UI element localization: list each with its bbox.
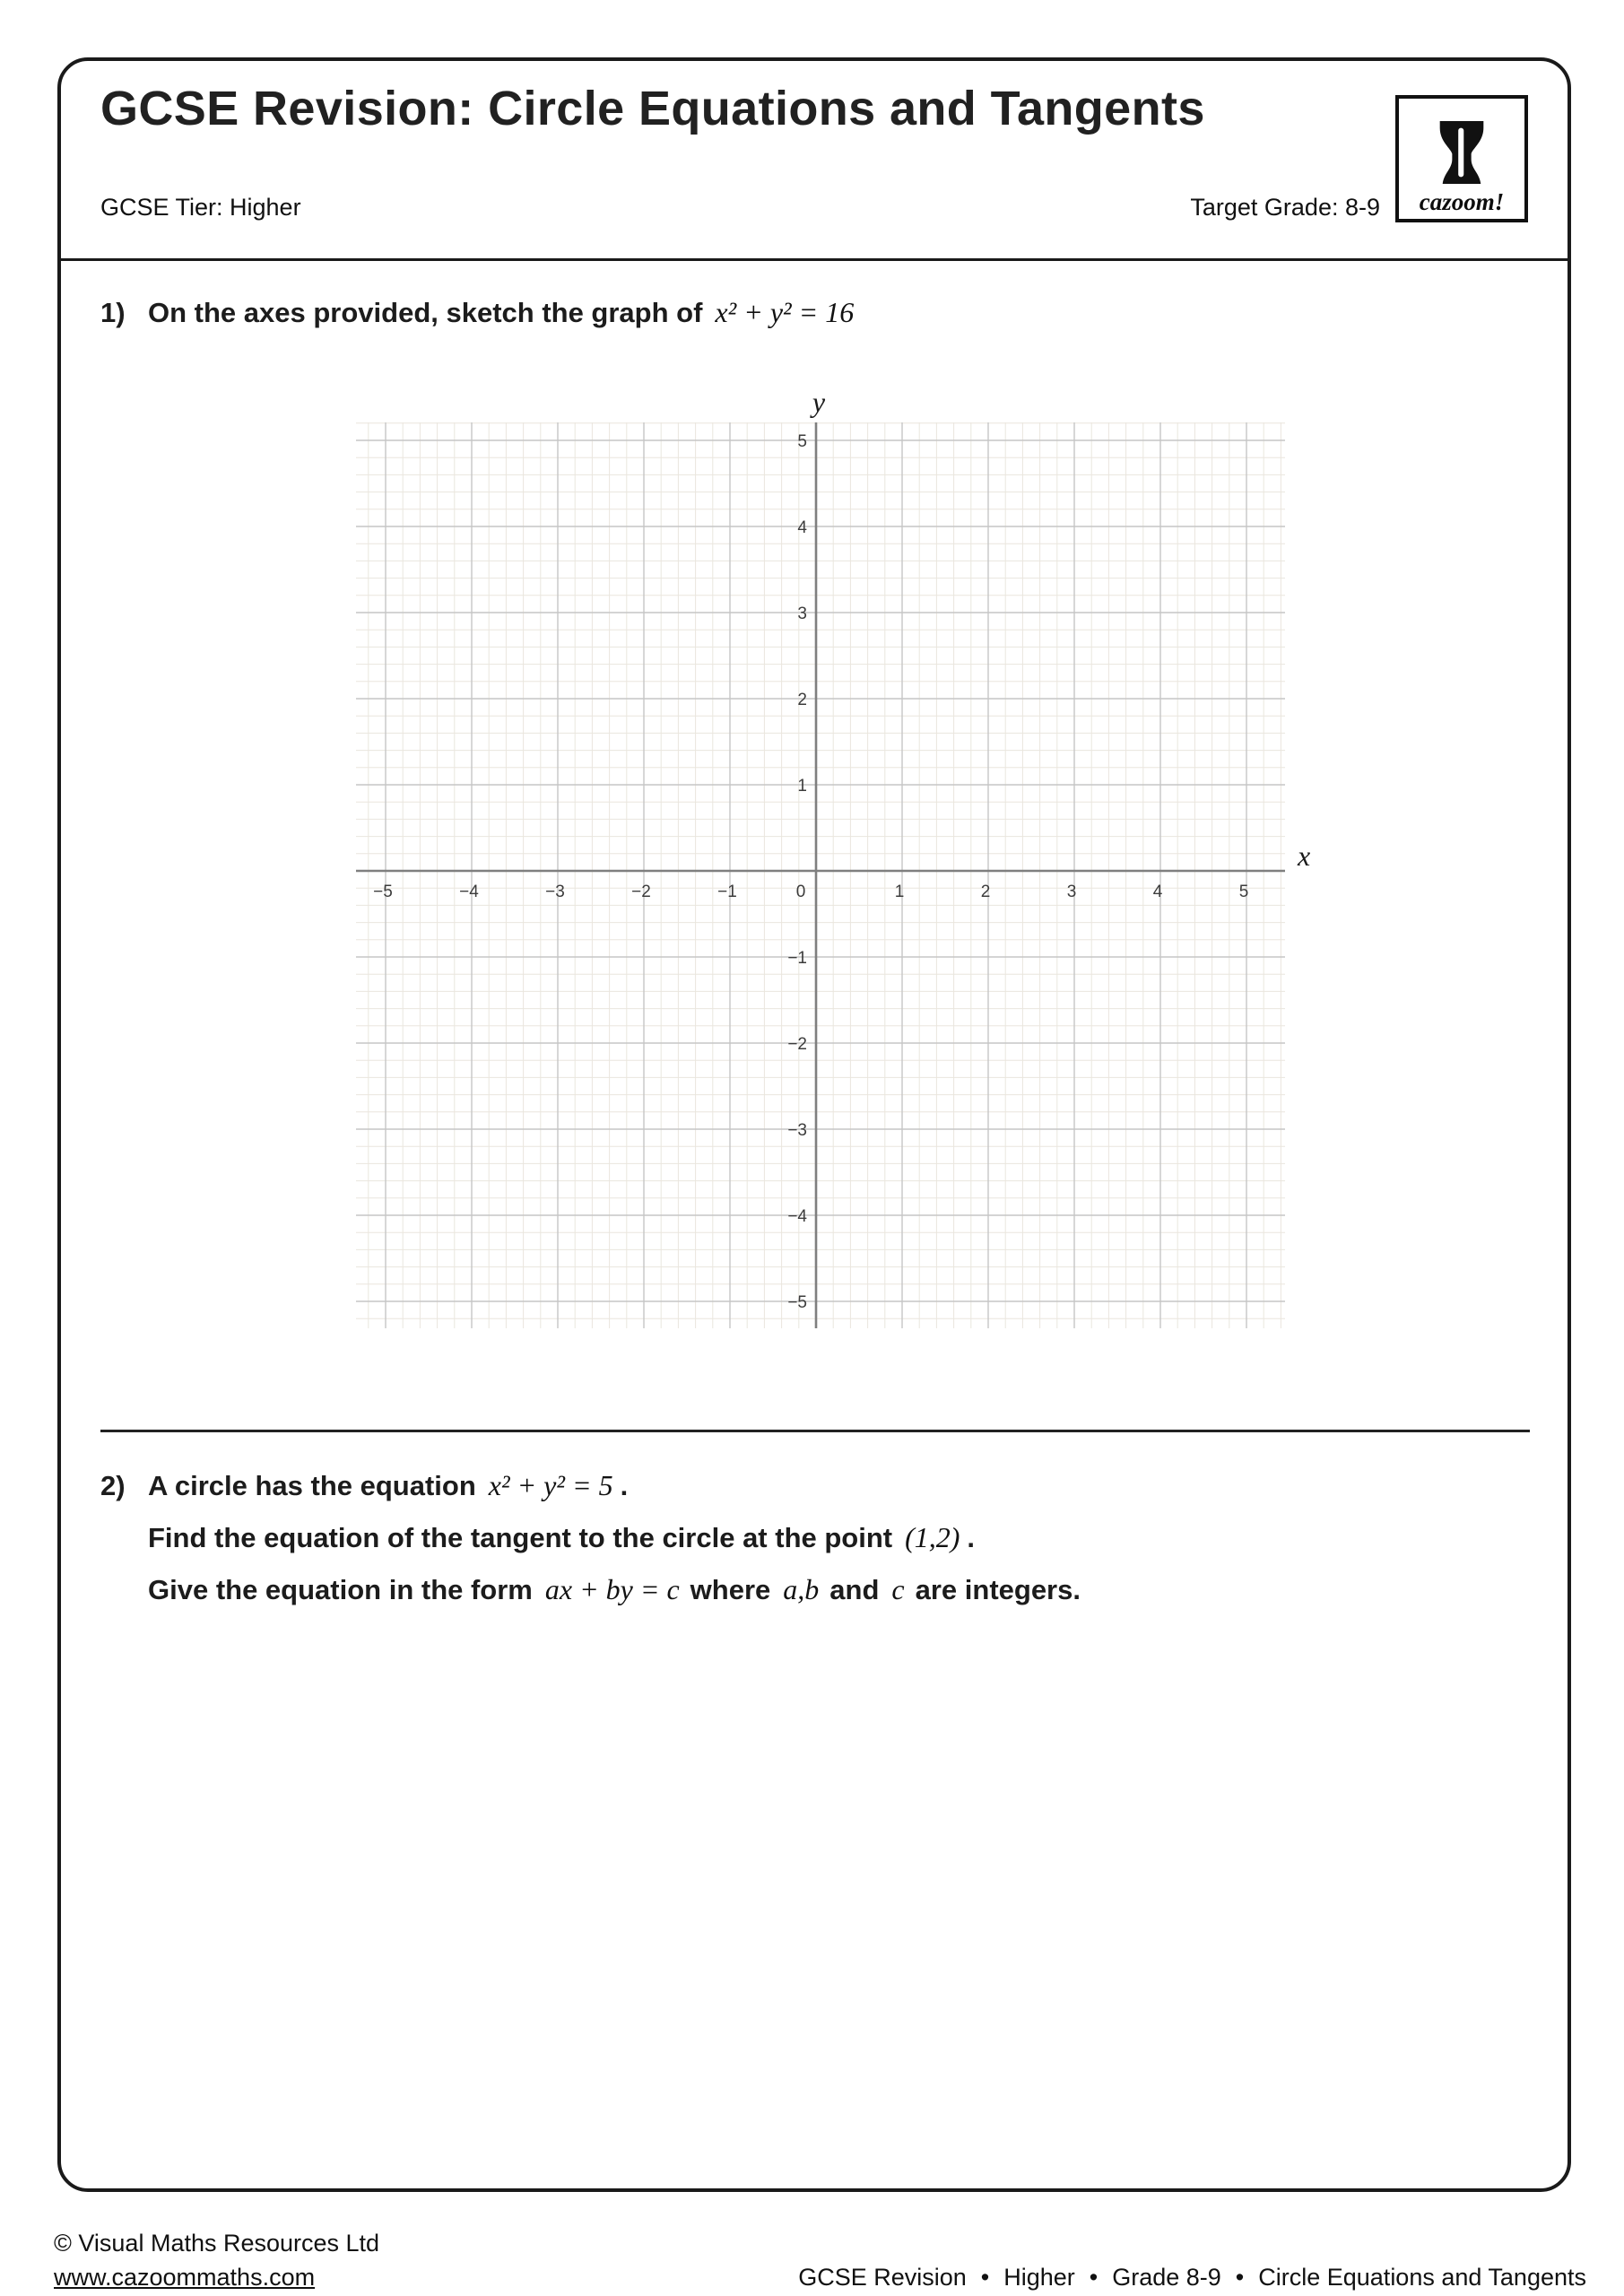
x-tick-label: −4 [459,883,479,901]
x-tick-label: 2 [980,883,991,901]
footer-meta-tier: Higher [1003,2264,1075,2291]
bullet-separator: • [1089,2264,1099,2291]
question-2-circle-equation: x² + y² = 5 [488,1469,613,1501]
x-tick-label: 5 [1238,883,1249,901]
question-2-tangent-instruction: Find the equation of the tangent to the circle at the point [148,1522,893,1553]
y-tick-label: −2 [787,1035,807,1054]
y-tick-label: −3 [787,1121,807,1140]
question-2 [100,1469,1081,1625]
tangent-point: (1,2) [905,1521,960,1553]
cazoom-logo [1395,95,1528,222]
footer-meta [798,2264,1586,2292]
coordinate-grid [354,381,1327,1332]
footer-meta-grade: Grade 8-9 [1112,2264,1221,2291]
tier-label: GCSE Tier: Higher [100,194,301,221]
integers-text: are integers. [915,1574,1081,1605]
bullet-separator: • [980,2264,990,2291]
website-link[interactable]: www.cazoommaths.com [54,2264,316,2291]
x-tick-label: 3 [1066,883,1077,901]
y-tick-label: −1 [787,949,807,968]
coefficient-c: c [891,1573,905,1605]
djembe-drum-icon [1428,116,1496,189]
question-1-number: 1) [100,297,126,328]
x-tick-label: 4 [1152,883,1163,901]
and-text: and [829,1574,880,1605]
y-tick-label: 1 [797,777,807,796]
y-tick-label: 3 [797,604,807,623]
logo-wordmark: cazoom! [1419,188,1505,215]
x-tick-label: 1 [894,883,905,901]
question-1 [100,296,854,329]
question-2-number: 2) [100,1470,126,1501]
target-grade-label: Target Grade: 8-9 [1190,194,1380,221]
where-text: where [690,1574,771,1605]
page-title: GCSE Revision: Circle Equations and Tangents [100,82,1205,135]
full-stop: . [967,1522,976,1553]
x-tick-label: 0 [795,883,806,901]
question-2-line-2 [100,1521,1081,1573]
question-2-line-1 [100,1469,1081,1521]
footer-meta-series: GCSE Revision [798,2264,967,2291]
copyright-notice: © Visual Maths Resources Ltd [54,2230,380,2257]
y-tick-label: 5 [797,432,807,451]
y-tick-label: 2 [797,691,807,709]
x-tick-label: −3 [545,883,565,901]
question-2-line-3 [100,1573,1081,1625]
footer-meta-topic: Circle Equations and Tangents [1258,2264,1586,2291]
bullet-separator: • [1235,2264,1245,2291]
coefficients-ab: a,b [783,1573,820,1605]
y-tick-label: 4 [797,518,807,537]
general-form-equation: ax + by = c [544,1573,680,1605]
y-tick-label: −5 [787,1293,807,1312]
x-tick-label: −2 [631,883,651,901]
y-tick-label: −4 [787,1207,807,1226]
x-tick-label: −5 [373,883,393,901]
y-axis-label: y [812,386,826,418]
question-2-statement: A circle has the equation [148,1470,476,1501]
section-divider-line [100,1430,1530,1432]
question-2-form-instruction: Give the equation in the form [148,1574,533,1605]
header-divider-line [57,258,1571,261]
x-tick-label: −1 [717,883,737,901]
question-1-prompt: On the axes provided, sketch the graph of [148,297,703,328]
question-1-equation: x² + y² = 16 [715,296,855,328]
full-stop: . [620,1470,629,1501]
x-axis-label: x [1298,839,1311,872]
